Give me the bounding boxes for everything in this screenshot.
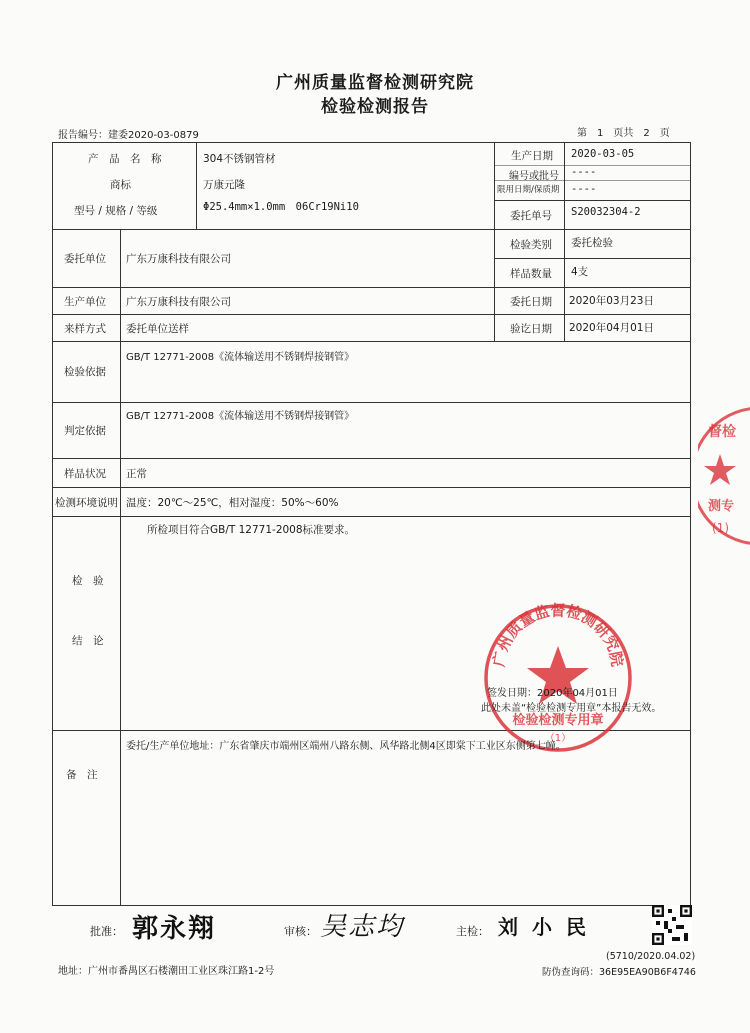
model-label: 型号 / 规格 / 等级 <box>74 205 158 217</box>
brand-label: 商标 <box>110 179 131 191</box>
side-seal-number: (1) <box>712 521 729 535</box>
verify-date-label: 验讫日期 <box>510 323 552 335</box>
prod-date-label: 生产日期 <box>511 150 553 162</box>
client-value: 广东万康科技有限公司 <box>126 253 231 265</box>
client-label: 委托单位 <box>64 253 106 265</box>
anti-fake-code: 防伪查询码：36E95EA90B6F4746 <box>542 967 696 978</box>
expiry-value: ---- <box>571 183 597 195</box>
test-type-label: 检验类别 <box>510 239 552 251</box>
institute-title: 广州质量监督检测研究院 <box>276 73 474 93</box>
remarks-label: 备 注 <box>66 769 98 781</box>
report-number: 报告编号：建委2020-03-0879 <box>58 130 199 141</box>
conclusion-label-1: 检 验 <box>72 575 104 587</box>
producer-value: 广东万康科技有限公司 <box>126 296 231 308</box>
inspection-seal <box>480 600 636 756</box>
order-no-value: S20032304-2 <box>571 206 641 218</box>
batch-label: 编号或批号 <box>509 171 559 182</box>
sample-qty-label: 样品数量 <box>510 268 552 280</box>
producer-label: 生产单位 <box>64 296 106 308</box>
order-date-label: 委托日期 <box>510 296 552 308</box>
product-name-label: 产 品 名 称 <box>88 153 162 165</box>
status-value: 正常 <box>126 468 147 480</box>
side-seal-text-1: 督检 <box>708 424 736 440</box>
stamp-note: 此处未盖“检验检测专用章”本报告无效。 <box>481 703 662 714</box>
test-type-value: 委托检验 <box>571 237 613 249</box>
model-value: Φ25.4mm×1.0mm 06Cr19Ni10 <box>203 201 359 213</box>
status-label: 样品状况 <box>64 468 106 480</box>
judge-label: 判定依据 <box>64 425 106 437</box>
expiry-label: 限用日期/保质期 <box>497 185 560 195</box>
footer-address: 地址：广州市番禺区石楼潮田工业区珠江路1-2号 <box>58 966 275 977</box>
order-date-value: 2020年03月23日 <box>569 295 654 307</box>
basis-label: 检验依据 <box>64 366 106 378</box>
product-name-value: 304不锈钢管材 <box>203 153 276 165</box>
remarks-text: 委托/生产单位地址：广东省肇庆市端州区端州八路东侧、风华路北侧4区即棠下工业区东侧第七幢。 <box>126 741 566 752</box>
inspect-signature: 刘小民 <box>498 915 600 939</box>
env-label: 检测环境说明 <box>55 497 118 509</box>
conclusion-label-2: 结 论 <box>72 635 104 647</box>
env-value: 温度：20℃～25℃，相对湿度：50%～60% <box>126 497 339 509</box>
approve-label: 批准： <box>90 925 123 938</box>
issue-date: 签发日期：2020年04月01日 <box>487 688 618 699</box>
inspect-label: 主检： <box>456 925 489 938</box>
order-no-label: 委托单号 <box>510 210 552 222</box>
report-title: 检验检测报告 <box>321 97 429 117</box>
sampling-label: 来样方式 <box>64 323 106 335</box>
verify-date-value: 2020年04月01日 <box>569 322 654 334</box>
seal-ring-text: 广州质量监督检测研究院 <box>489 601 627 669</box>
approve-signature: 郭永翔 <box>132 914 217 944</box>
review-signature: 吴志均 <box>320 912 405 942</box>
sample-qty-value: 4支 <box>571 266 589 278</box>
judge-value: GB/T 12771-2008《流体输送用不锈钢焊接钢管》 <box>126 411 355 422</box>
brand-value: 万康元隆 <box>203 179 245 191</box>
seal-number: （1） <box>544 733 572 744</box>
side-seal-text-2: 测专 <box>708 499 735 514</box>
prod-date-value: 2020-03-05 <box>571 148 635 160</box>
batch-value: ---- <box>571 166 597 178</box>
conclusion-text: 所检项目符合GB/T 12771-2008标准要求。 <box>147 524 356 536</box>
sampling-value: 委托单位送样 <box>126 323 189 335</box>
side-seal <box>698 402 750 550</box>
seal-bottom-text: 检验检测专用章 <box>512 713 604 728</box>
review-label: 审核： <box>284 925 317 938</box>
basis-value: GB/T 12771-2008《流体输送用不锈钢焊接钢管》 <box>126 352 355 363</box>
qr-code[interactable] <box>652 905 692 945</box>
page-info: 第 1 页共 2 页 <box>577 128 670 139</box>
form-code: (5710/2020.04.02) <box>606 951 696 962</box>
